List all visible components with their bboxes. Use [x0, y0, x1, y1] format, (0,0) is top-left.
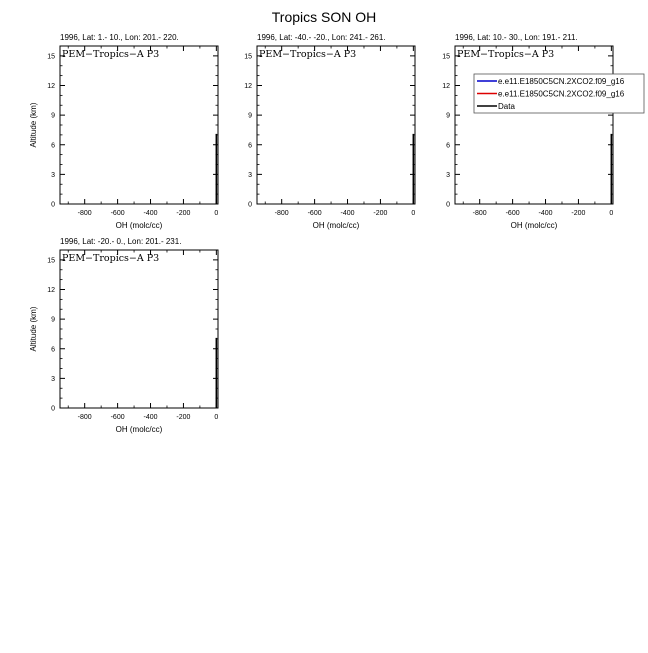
- x-tick-label: -200: [571, 210, 586, 217]
- y-tick-label: 3: [446, 171, 450, 179]
- x-tick-label: 0: [609, 210, 614, 217]
- legend: [474, 74, 644, 113]
- chart-annotation: PEM−Tropics−A P3: [259, 49, 357, 60]
- y-tick-label: 9: [446, 112, 450, 120]
- y-tick-label: 15: [442, 53, 450, 61]
- x-axis-label: OH (molc/cc): [510, 221, 558, 230]
- y-tick-label: 0: [51, 201, 55, 209]
- chart-panel-4: [29, 237, 218, 434]
- x-tick-label: -400: [143, 414, 158, 421]
- chart-annotation: PEM−Tropics−A P3: [62, 253, 160, 264]
- x-tick-label: -200: [176, 210, 191, 217]
- x-tick-label: -600: [307, 210, 322, 217]
- x-axis-label: OH (molc/cc): [115, 425, 163, 434]
- y-tick-label: 15: [244, 53, 252, 61]
- y-tick-label: 9: [51, 316, 55, 324]
- y-tick-label: 0: [248, 201, 252, 209]
- y-tick-label: 15: [47, 257, 55, 265]
- x-axis-label: OH (molc/cc): [312, 221, 360, 230]
- y-tick-label: 12: [442, 83, 450, 90]
- x-tick-label: -800: [77, 210, 92, 217]
- chart-annotation: PEM−Tropics−A P3: [457, 49, 555, 60]
- x-axis-label: OH (molc/cc): [115, 221, 163, 230]
- page-title: Tropics SON OH: [271, 9, 377, 25]
- legend-entry: Data: [498, 102, 515, 111]
- y-tick-label: 3: [51, 171, 55, 179]
- plot-frame: [455, 46, 613, 204]
- y-tick-label: 0: [51, 405, 55, 413]
- chart-panel-2: [244, 33, 415, 230]
- plot-frame: [257, 46, 415, 204]
- x-tick-label: -600: [110, 414, 125, 421]
- chart-subtitle: 1996, Lat: 1.- 10., Lon: 201.- 220.: [60, 33, 179, 42]
- x-tick-label: -800: [77, 414, 92, 421]
- chart-subtitle: 1996, Lat: 10.- 30., Lon: 191.- 211.: [455, 33, 578, 42]
- x-tick-label: -800: [274, 210, 289, 217]
- y-tick-label: 6: [446, 142, 450, 150]
- y-tick-label: 15: [47, 53, 55, 61]
- x-tick-label: -800: [472, 210, 487, 217]
- y-tick-label: 9: [248, 112, 252, 120]
- y-tick-label: 6: [51, 346, 55, 354]
- y-tick-label: 3: [51, 375, 55, 383]
- x-tick-label: -200: [373, 210, 388, 217]
- y-tick-label: 12: [47, 83, 55, 90]
- y-tick-label: 6: [51, 142, 55, 150]
- y-axis-label: Altitude (km): [29, 306, 38, 352]
- chart-subtitle: 1996, Lat: -40.- -20., Lon: 241.- 261.: [257, 33, 386, 42]
- chart-panel-3: [442, 33, 644, 230]
- x-tick-label: -600: [110, 210, 125, 217]
- y-tick-label: 12: [244, 83, 252, 90]
- x-tick-label: 0: [214, 210, 219, 217]
- y-tick-label: 3: [248, 171, 252, 179]
- y-axis-label: Altitude (km): [29, 102, 38, 148]
- y-tick-label: 6: [248, 142, 252, 150]
- x-tick-label: -400: [340, 210, 355, 217]
- chart-annotation: PEM−Tropics−A P3: [62, 49, 160, 60]
- x-tick-label: -200: [176, 414, 191, 421]
- x-tick-label: -400: [538, 210, 553, 217]
- chart-panel-1: [29, 33, 218, 230]
- x-tick-label: -400: [143, 210, 158, 217]
- x-tick-label: 0: [411, 210, 416, 217]
- x-tick-label: -600: [505, 210, 520, 217]
- legend-entry: e.e11.E1850C5CN.2XCO2.f09_g16: [498, 77, 625, 86]
- legend-entry: e.e11.E1850C5CN.2XCO2.f09_g16: [498, 89, 625, 99]
- plot-frame: [60, 46, 218, 204]
- y-tick-label: 9: [51, 112, 55, 120]
- y-tick-label: 12: [47, 287, 55, 294]
- y-tick-label: 0: [446, 201, 450, 209]
- plot-frame: [60, 250, 218, 408]
- chart-subtitle: 1996, Lat: -20.- 0., Lon: 201.- 231.: [60, 237, 182, 246]
- x-tick-label: 0: [214, 414, 219, 421]
